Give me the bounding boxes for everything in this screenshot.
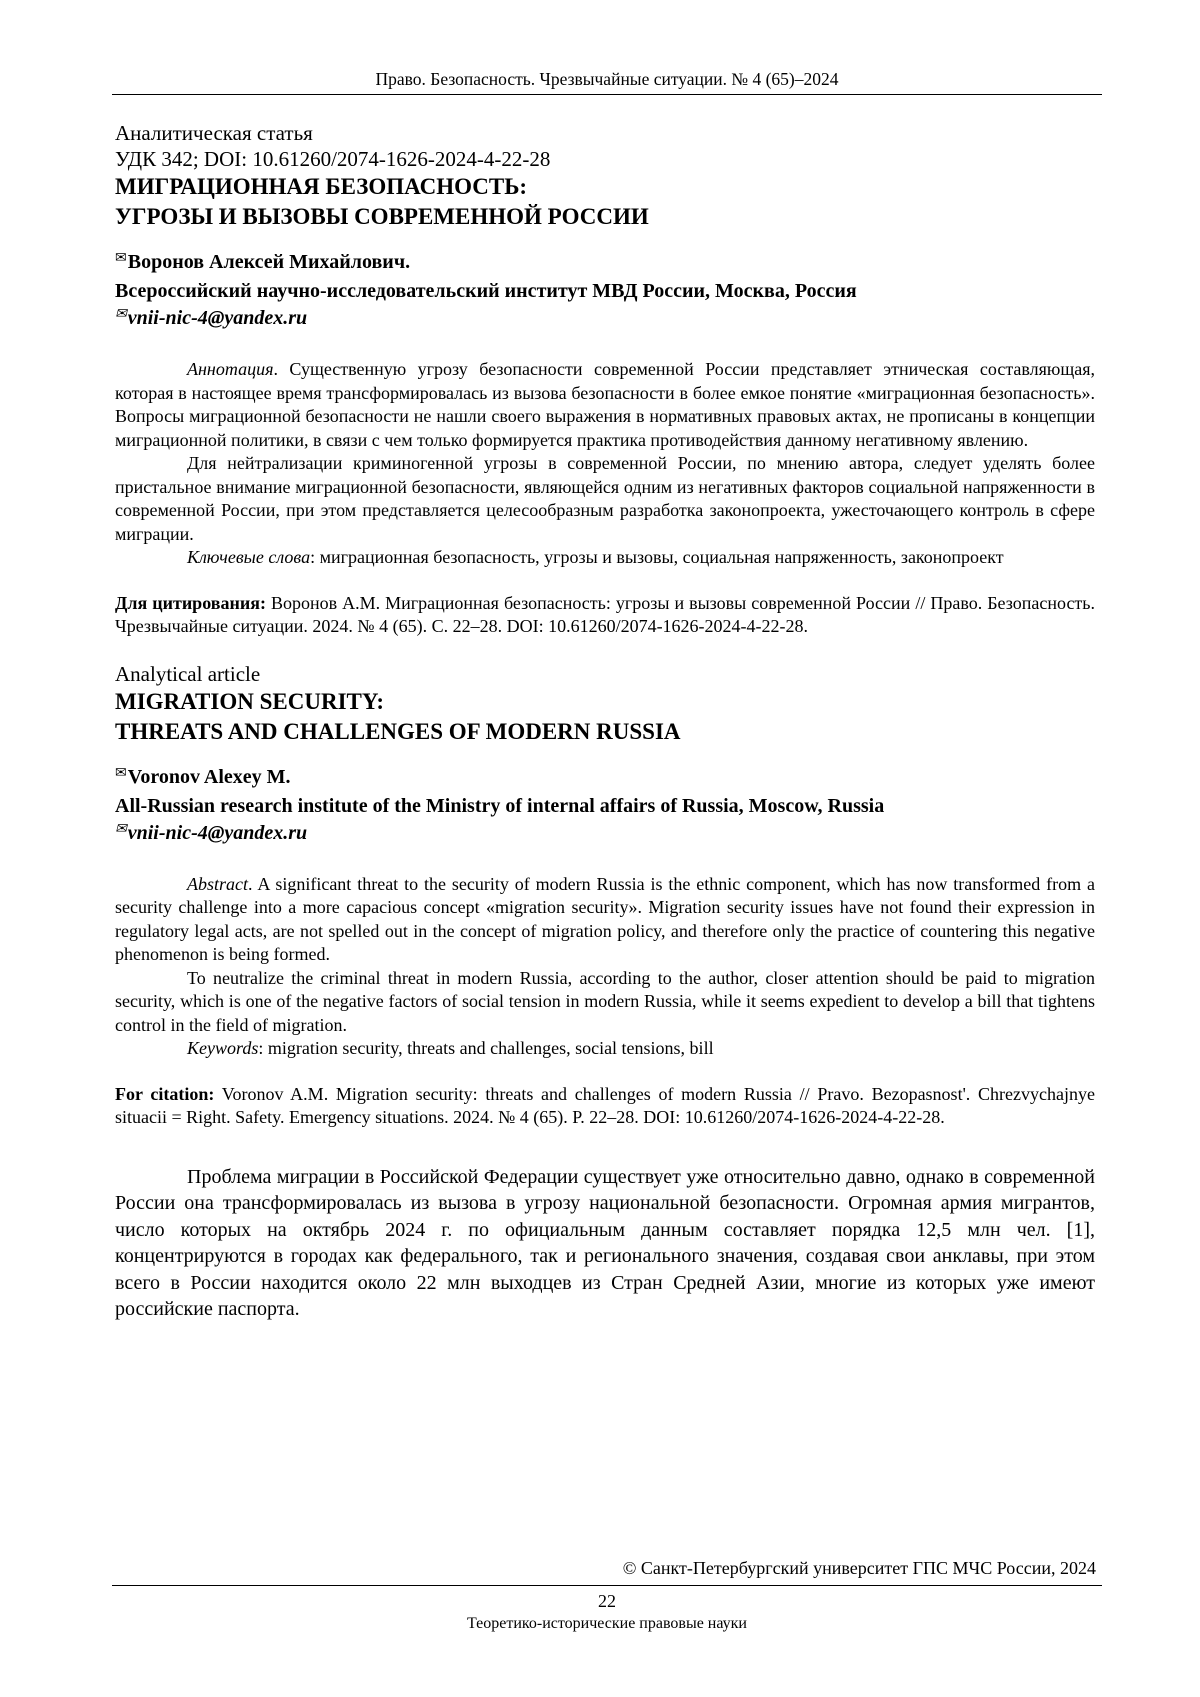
ru-abstract-paragraph-2: Для нейтрализации криминогенной угрозы в современной России, по мнению автора, следует уделять более пристальное внимание миграционной безопасности, являющейся одним из негативных факторов социальной напряженности в современной России, при этом представляется целесообразным разработка законопроекта, ужесточающего контроль в сфере миграции. xyxy=(115,453,1095,544)
section-name: Теоретико-исторические правовые науки xyxy=(466,1615,747,1632)
en-abstract xyxy=(115,873,1095,1061)
ru-abstract-label: Аннотация xyxy=(187,359,274,379)
ru-author-name: Воронов Алексей Михайлович. xyxy=(127,251,411,273)
en-citation-label: For citation: xyxy=(115,1083,215,1104)
ru-udk-doi: УДК 342; DOI: 10.61260/2074-1626-2024-4-22-28 xyxy=(115,147,551,171)
en-abstract-paragraph-1: Abstract. A significant threat to the security of modern Russia is the ethnic component, which has now transformed from a security challenge into a more capacious concept «migration security». Migration security issues have not found their expression in regulatory legal acts, are not spelled out in the concept of migration policy, and therefore only the practice of countering this negative phenomenon is being formed. xyxy=(115,873,1095,964)
en-title-line-1: MIGRATION SECURITY: xyxy=(115,688,385,714)
footer-rule xyxy=(112,1585,1102,1586)
envelope-icon: ✉ xyxy=(115,821,127,837)
header-rule xyxy=(112,94,1102,95)
ru-keywords-label: Ключевые слова xyxy=(187,547,311,567)
ru-article-type: Аналитическая статья xyxy=(115,121,313,145)
en-title-line-2: THREATS AND CHALLENGES OF MODERN RUSSIA xyxy=(115,718,681,744)
ru-keywords: Ключевые слова: миграционная безопасность, угрозы и вызовы, социальная напряженность, законопроект xyxy=(187,547,1004,567)
en-article-type: Analytical article xyxy=(115,661,261,686)
ru-title-line-2: УГРОЗЫ И ВЫЗОВЫ СОВРЕМЕННОЙ РОССИИ xyxy=(115,204,649,229)
ru-abstract-paragraph-1: Аннотация. Существенную угрозу безопасности современной России представляет этническая составляющая, которая в настоящее время трансформировалась из вызова безопасности в более емкое понятие «миграционная безопасность». Вопросы миграционной безопасности не нашли своего выражения в нормативных правовых актах, не прописаны в концепции миграционной политики, в связи с чем только формируется практика противодействия данному негативному явлению. xyxy=(115,359,1095,450)
ru-front-matter xyxy=(115,120,1095,232)
running-title: Право. Безопасность. Чрезвычайные ситуации. № 4 (65)–2024 xyxy=(375,69,839,89)
en-author-line xyxy=(115,764,1095,793)
en-author-name: Voronov Alexey M. xyxy=(127,765,291,788)
en-author-block xyxy=(115,764,1095,849)
article-content xyxy=(115,120,1095,1323)
body-paragraph-1: Проблема миграции в Российской Федерации существует уже относительно давно, однако в современной России она трансформировалась из вызова в угрозу национальной безопасности. Огромная армия мигрантов, число которых на октябрь 2024 г. по официальным данным составляет порядка 12,5 млн чел. [1], концентрируются в городах как федерального, так и регионального значения, создавая свои анклавы, при этом всего в России находится около 22 млн выходцев из Стран Средней Азии, многие из которых уже имеют российские паспорта. xyxy=(115,1165,1095,1320)
en-keywords-label: Keywords xyxy=(187,1038,259,1058)
en-abstract-label: Abstract xyxy=(187,873,248,894)
envelope-icon: ✉ xyxy=(115,251,127,266)
envelope-icon: ✉ xyxy=(115,765,127,781)
ru-email[interactable]: vnii-nic-4@yandex.ru xyxy=(127,307,308,329)
en-email-line xyxy=(115,820,1095,849)
en-citation: For citation: Voronov A.M. Migration security: threats and challenges of modern Russia // Pravo. Bezopasnost'. Chrezvychajnye situacii = Right. Safety. Emergency situations. 2024. № 4 (65). P. 22–28. DOI: 10.61260/2074-1626-2024-4-22-28. xyxy=(115,1083,1095,1127)
ru-affiliation: Всероссийский научно-исследовательский институт МВД России, Москва, Россия xyxy=(115,280,857,302)
ru-title-line-1: МИГРАЦИОННАЯ БЕЗОПАСНОСТЬ: xyxy=(115,174,528,199)
page-number: 22 xyxy=(598,1591,616,1611)
en-keywords: Keywords: migration security, threats and challenges, social tensions, bill xyxy=(187,1038,714,1058)
copyright-notice: © Санкт-Петербургский университет ГПС МЧС России, 2024 xyxy=(622,1558,1096,1578)
ru-abstract xyxy=(115,358,1095,570)
ru-citation-label: Для цитирования: xyxy=(115,592,266,613)
en-email[interactable]: vnii-nic-4@yandex.ru xyxy=(127,821,308,844)
ru-citation: Для цитирования: Воронов А.М. Миграционная безопасность: угрозы и вызовы современной России // Право. Безопасность. Чрезвычайные ситуации. 2024. № 4 (65). С. 22–28. DOI: 10.61260/2074-1626-2024-4-22-28. xyxy=(115,592,1096,636)
en-front-matter xyxy=(115,661,1095,747)
en-affiliation: All-Russian research institute of the Ministry of internal affairs of Russia, Moscow, Russia xyxy=(115,794,885,817)
article-body xyxy=(115,1164,1095,1323)
ru-author-line xyxy=(115,249,1095,278)
envelope-icon: ✉ xyxy=(115,307,127,322)
ru-email-line xyxy=(115,305,1095,334)
en-abstract-paragraph-2: To neutralize the criminal threat in modern Russia, according to the author, closer attention should be paid to migration security, which is one of the negative factors of social tension in modern Russia, while it seems expedient to develop a bill that tightens control in the field of migration. xyxy=(115,967,1095,1035)
ru-author-block xyxy=(115,249,1095,334)
